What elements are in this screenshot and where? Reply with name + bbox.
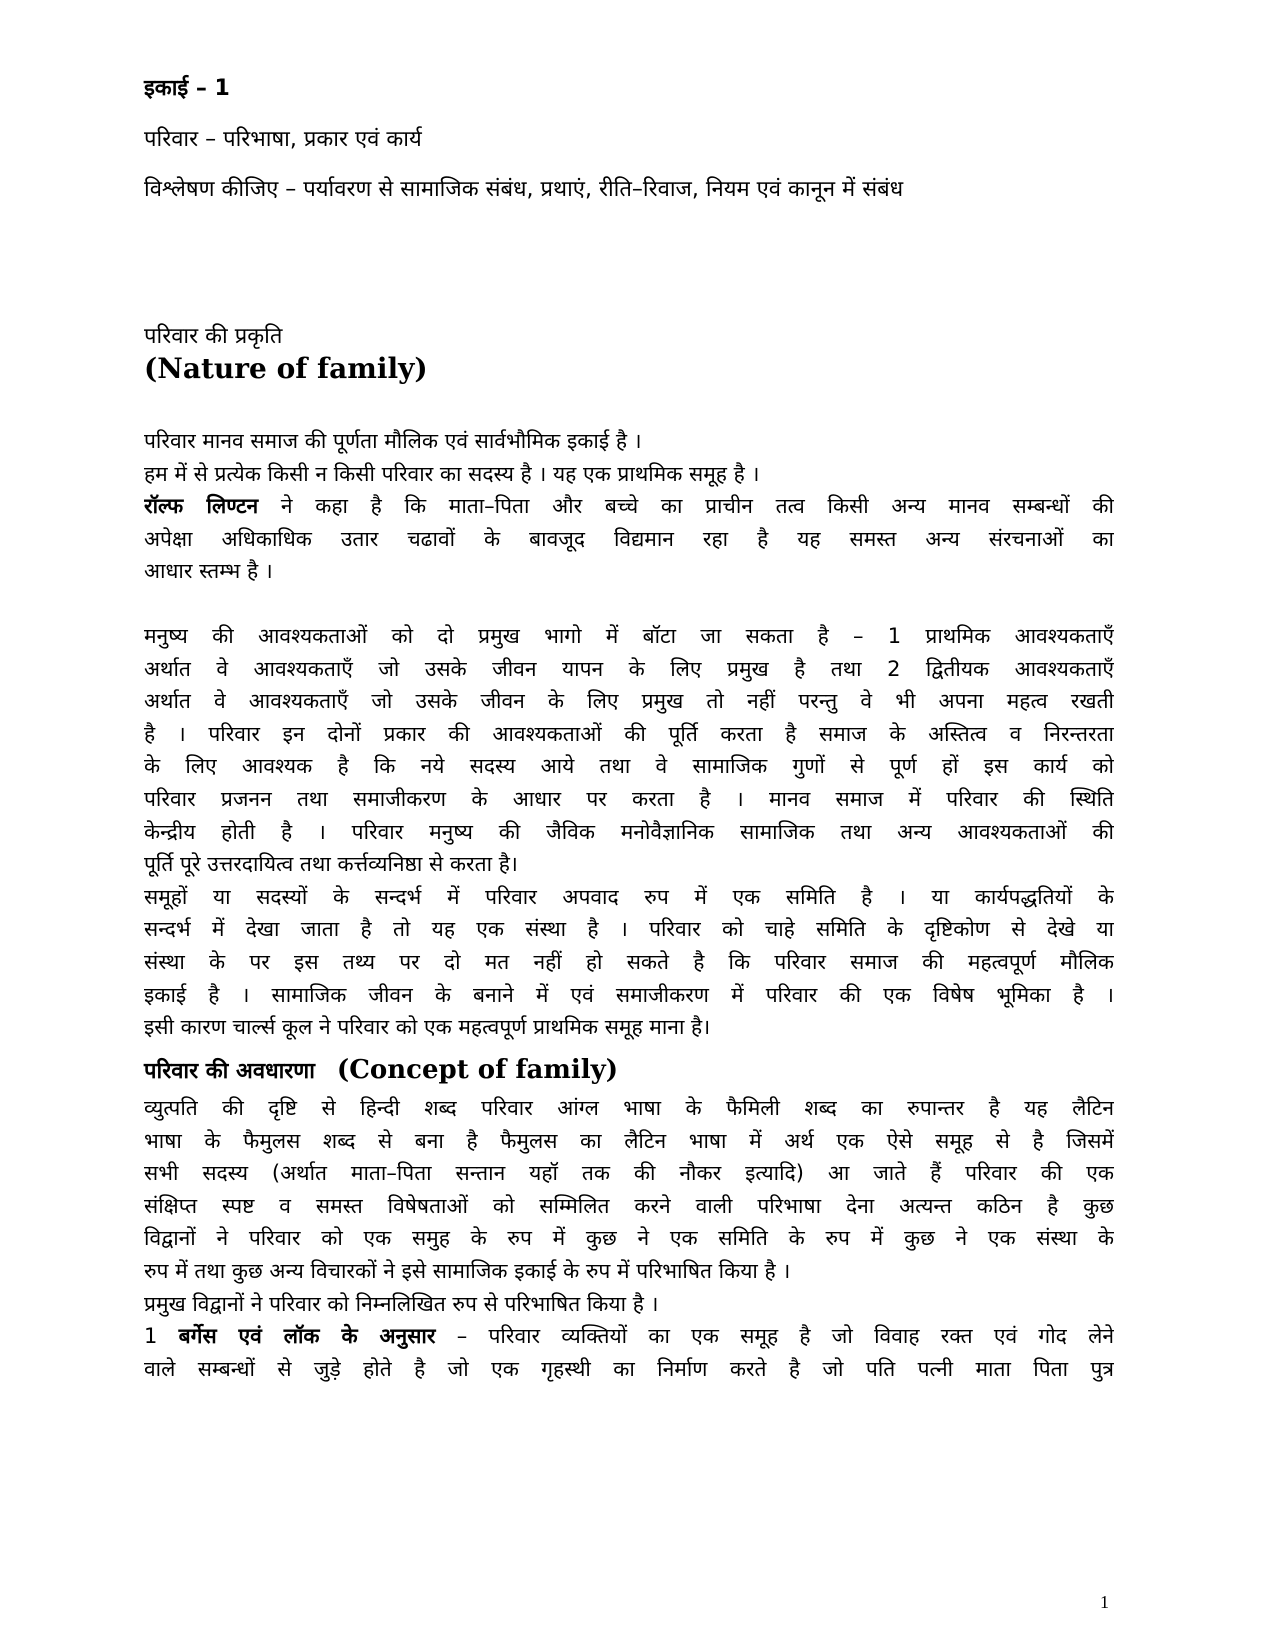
text-line: व्युत्पति की दृष्टि से हिन्दी शब्द परिवार आंग्ल भाषा के फैमिली शब्द का रुपान्तर है यह लैटिन <box>144 1096 1114 1120</box>
nature-paragraph-1 <box>144 425 1114 588</box>
text-line: रुप में तथा कुछ अन्य विचारकों ने इसे सामाजिक इकाई के रुप में परिभाषित किया है । <box>144 1258 791 1283</box>
text-line <box>144 490 1114 523</box>
definition-label: बर्गेस एवं लॉक के अनुसार <box>178 1324 436 1349</box>
page-number: 1 <box>1100 1592 1109 1612</box>
section-heading-english: (Nature of family) <box>144 352 428 385</box>
concept-heading <box>144 1055 618 1085</box>
concept-paragraph <box>144 1092 1114 1385</box>
text-span: – परिवार व्यक्तियों का एक समूह है जो विवाह रक्त एवं गोद लेने <box>435 1324 1114 1349</box>
definition-line-1 <box>144 1320 1114 1353</box>
text-span: ने कहा है कि माता–पिता और बच्चे का प्राचीन तत्व किसी अन्य मानव सम्बन्धों की <box>258 494 1114 519</box>
text-line: संक्षिप्त स्पष्ट व समस्त विषेषताओं को सम्मिलित करने वाली परिभाषा देना अत्यन्त कठिन है कुछ <box>144 1193 1114 1218</box>
text-line: अर्थात वे आवश्यकताएँ जो उसके जीवन यापन के लिए प्रमुख है तथा 2 द्वितीयक आवश्यकताएँ <box>144 656 1114 681</box>
section-heading-hindi: परिवार की प्रकृति <box>144 324 283 349</box>
text-line: इसी कारण चार्ल्स कूल ने परिवार को एक महत्वपूर्ण प्राथमिक समूह माना है। <box>144 1015 711 1040</box>
text-line: समूहों या सदस्यों के सन्दर्भ में परिवार अपवाद रुप में एक समिति है । या कार्यपद्धतियों के <box>144 884 1114 909</box>
text-line: हम में से प्रत्येक किसी न किसी परिवार का सदस्य है । यह एक प्राथमिक समूह है । <box>144 461 760 486</box>
text-line: आधार स्तम्भ है । <box>144 559 273 584</box>
text-line: अर्थात वे आवश्यकताएँ जो उसके जीवन के लिए प्रमुख तो नहीं परन्तु वे भी अपना महत्व रखती <box>144 689 1114 714</box>
text-line: भाषा के फैमुलस शब्द से बना है फैमुलस का लैटिन भाषा में अर्थ एक ऐसे समूह से है जिसमें <box>144 1128 1114 1153</box>
text-line: विद्वानों ने परिवार को एक समुह के रुप में कुछ ने एक समिति के रुप में कुछ ने एक संस्था के <box>144 1226 1114 1251</box>
author-name: रॉल्फ लिण्टन <box>144 494 259 519</box>
text-line: केन्द्रीय होती है । परिवार मनुष्य की जैविक मनोवैज्ञानिक सामाजिक तथा अन्य आवश्यकताओं की <box>144 819 1114 844</box>
definition-line-2: वाले सम्बन्धों से जुड़े होते है जो एक गृहस्थी का निर्माण करते है जो पति पत्नी माता पिता पुत्र <box>144 1356 1114 1381</box>
topic-line-1: परिवार – परिभाषा, प्रकार एवं कार्य <box>144 127 422 152</box>
concept-heading-english: (Concept of family) <box>336 1055 619 1085</box>
nature-paragraph-2 <box>144 620 1114 1044</box>
text-line: परिवार प्रजनन तथा समाजीकरण के आधार पर करता है । मानव समाज में परिवार की स्थिति <box>144 786 1114 811</box>
unit-heading: इकाई – 1 <box>144 76 230 101</box>
concept-heading-hindi: परिवार की अवधारणा <box>144 1059 315 1084</box>
text-line: के लिए आवश्यक है कि नये सदस्य आये तथा वे सामाजिक गुणों से पूर्ण हों इस कार्य को <box>144 754 1114 779</box>
topic-line-2: विश्लेषण कीजिए – पर्यावरण से सामाजिक संबंध, प्रथाएं, रीति–रिवाज, नियम एवं कानून में संबंध <box>144 177 904 202</box>
text-line: पूर्ति पूरे उत्तरदायित्व तथा कर्त्तव्यनिष्ठा से करता है। <box>144 852 518 877</box>
text-line: सन्दर्भ में देखा जाता है तो यह एक संस्था है । परिवार को चाहे समिति के दृष्टिकोण से देखे या <box>144 917 1114 942</box>
text-line: परिवार मानव समाज की पूर्णता मौलिक एवं सार्वभौमिक इकाई है । <box>144 429 642 453</box>
text-line: प्रमुख विद्वानों ने परिवार को निम्नलिखित रुप से परिभाषित किया है । <box>144 1291 659 1316</box>
text-line: संस्था के पर इस तथ्य पर दो मत नहीं हो सकते है कि परिवार समाज की महत्वपूर्ण मौलिक <box>144 949 1114 974</box>
text-line: है । परिवार इन दोनों प्रकार की आवश्यकताओं की पूर्ति करता है समाज के अस्तित्व व निरन्तरता <box>144 721 1114 746</box>
text-line: मनुष्य की आवश्यकताओं को दो प्रमुख भागो में बॉटा जा सकता है – 1 प्राथमिक आवश्यकताएँ <box>144 624 1114 648</box>
definition-number: 1 <box>144 1324 179 1349</box>
text-line: इकाई है । सामाजिक जीवन के बनाने में एवं समाजीकरण में परिवार की एक विषेष भूमिका है । <box>144 982 1114 1007</box>
text-line: सभी सदस्य (अर्थात माता–पिता सन्तान यहॉ तक की नौकर इत्यादि) आ जाते हैं परिवार की एक <box>144 1161 1114 1186</box>
text-line: अपेक्षा अधिकाधिक उतार चढावों के बावजूद विद्यमान रहा है यह समस्त अन्य संरचनाओं का <box>144 526 1114 551</box>
